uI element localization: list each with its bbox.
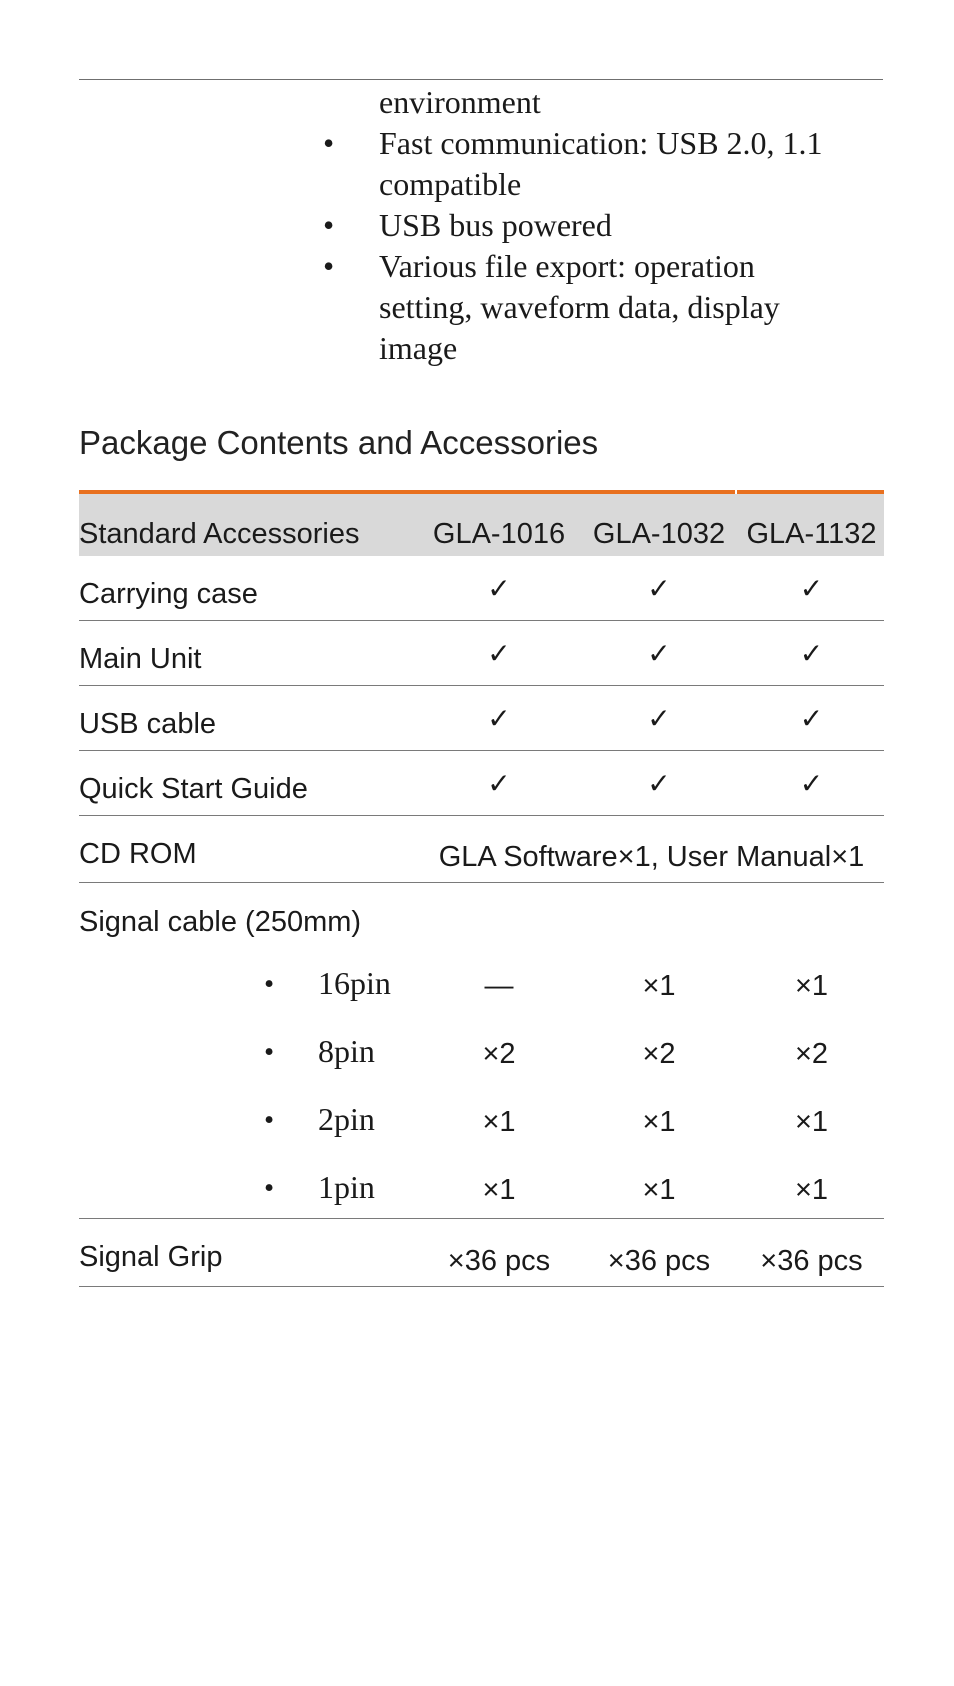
cable-16pin-gla-1016: —: [484, 970, 514, 1002]
check-icon: ✓: [647, 702, 671, 735]
signal-grip-gla-1032: ×36 pcs: [607, 1245, 711, 1277]
check-icon: ✓: [799, 767, 824, 800]
row-divider: [79, 1218, 884, 1219]
feature-item-usb: • Fast communication: USB 2.0, 1.1 compatible: [323, 125, 823, 202]
header-standard-accessories: Standard Accessories: [79, 518, 360, 550]
signal-grip-gla-1016: ×36 pcs: [447, 1245, 551, 1277]
table-bottom-rule: [79, 1286, 884, 1287]
bullet-icon: •: [264, 1104, 275, 1136]
bullet-icon: •: [264, 1036, 275, 1068]
row-divider: [79, 620, 884, 621]
cable-16pin-gla-1132: ×1: [794, 970, 829, 1002]
check-icon: ✓: [647, 767, 671, 800]
feature-item-power: • USB bus powered: [323, 205, 883, 246]
section-title: Package Contents and Accessories: [79, 424, 599, 461]
bullet-icon: •: [323, 248, 335, 284]
bullet-icon: •: [264, 1172, 275, 1204]
top-divider: [79, 79, 883, 80]
check-icon: ✓: [647, 572, 671, 605]
header-gla-1032: GLA-1032: [592, 518, 726, 550]
cable-1pin-gla-1132: ×1: [794, 1174, 829, 1206]
row-label-signal-grip: Signal Grip: [79, 1241, 223, 1273]
cable-2pin-gla-1032: ×1: [642, 1106, 676, 1138]
bullet-icon: •: [323, 207, 335, 243]
cable-16pin-gla-1032: ×1: [642, 970, 676, 1002]
cable-16pin-label: 16pin: [318, 965, 391, 1001]
row-divider: [79, 815, 884, 816]
cable-8pin-gla-1016: ×2: [482, 1038, 516, 1070]
check-icon: ✓: [647, 637, 671, 670]
cable-8pin-label: 8pin: [318, 1033, 375, 1069]
cd-rom-contents: GLA Software×1, User Manual×1: [438, 841, 865, 873]
row-label-usb-cable: USB cable: [79, 708, 217, 740]
feature-list: [323, 82, 883, 369]
header-gla-1132: GLA-1132: [746, 518, 877, 550]
row-divider: [79, 882, 884, 883]
check-icon: ✓: [799, 637, 824, 670]
row-label-cd-rom: CD ROM: [79, 838, 197, 870]
row-label-quick-start-guide: Quick Start Guide: [79, 773, 308, 805]
cable-8pin-gla-1132: ×2: [794, 1038, 829, 1070]
bullet-icon: •: [264, 968, 275, 1000]
check-icon: ✓: [487, 702, 511, 735]
row-label-carrying-case: Carrying case: [79, 578, 258, 610]
check-icon: ✓: [799, 572, 824, 605]
row-label-main-unit: Main Unit: [79, 643, 202, 675]
check-icon: ✓: [487, 637, 511, 670]
cable-1pin-label: 1pin: [318, 1169, 375, 1205]
cable-2pin-gla-1016: ×1: [482, 1106, 516, 1138]
check-icon: ✓: [799, 702, 824, 735]
row-divider: [79, 685, 884, 686]
check-icon: ✓: [487, 572, 511, 605]
cable-1pin-gla-1016: ×1: [482, 1174, 516, 1206]
cable-2pin-gla-1132: ×1: [794, 1106, 829, 1138]
header-gla-1016: GLA-1016: [432, 518, 566, 550]
feature-continuation: environment: [379, 84, 541, 120]
check-icon: ✓: [487, 767, 511, 800]
row-divider: [79, 750, 884, 751]
feature-item-export: • Various file export: operation setting, waveform data, display image: [323, 248, 780, 366]
cable-8pin-gla-1032: ×2: [642, 1038, 676, 1070]
cable-1pin-gla-1032: ×1: [642, 1174, 676, 1206]
row-label-signal-cable: Signal cable (250mm): [79, 906, 362, 938]
bullet-icon: •: [323, 125, 335, 161]
cable-2pin-label: 2pin: [318, 1101, 375, 1137]
signal-grip-gla-1132: ×36 pcs: [760, 1245, 863, 1277]
